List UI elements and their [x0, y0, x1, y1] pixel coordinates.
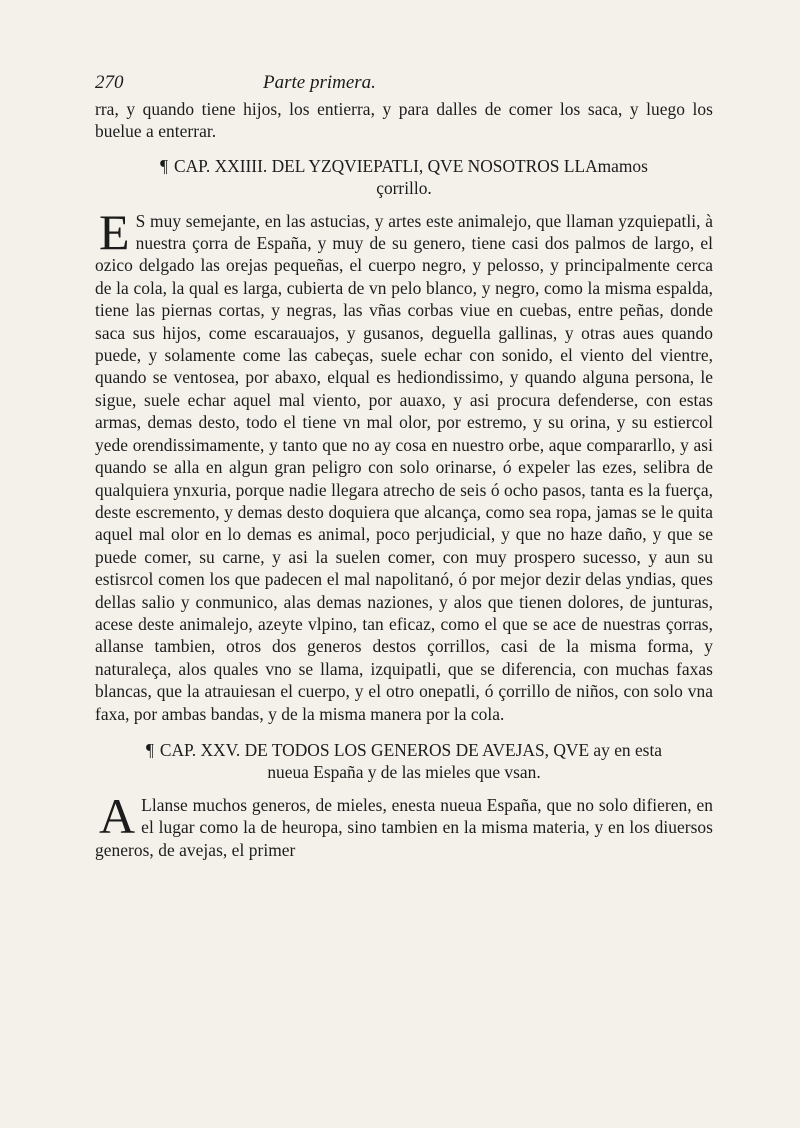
chapter-25-body — [95, 787, 713, 861]
continuation-paragraph — [95, 98, 713, 143]
chapter-24-heading — [95, 155, 713, 200]
chapter-24-text: S muy semejante, en las astucias, y artes este animalejo, que llaman yzquiepatli, à nuestra çorra de España, y muy de su genero, tiene casi dos palmos de largo, el ozico delgado las orejas pequeñas, el cuerpo negro, y pelosso, y principalmente cerca de la cola, la qual es larga, cubierta de vn pelo blanco, y negro, como la misma espalda, tiene las piernas cortas, y negras, las vñas corbas viue en cuebas, entre peñas, donde saca sus hijos, come escarauajos, y gusanos, deguella gallinas, y otras aues quando puede, y solamente come las cabeças, suele echar con sonido, el viento del vientre, quando se ventosea, por abaxo, elqual es hediondissimo, y quando alguna persona, le sigue, suele echar aquel mal viento, por auaxo, y asi procura defenderse, con estas armas, demas desto, todo el tiene vn mal olor, por estremo, y su orina, y su estiercol yede orendissimamente, y tanto que no ay cosa en nuestro orbe, aque compararllo, y asi quando se alla en algun gran peligro con solo orinarse, ó expeler las ezes, selibra de qualquiera ynxuria, porque nadie llegara atrecho de seis ó ocho pasos, tanta es la fuerça, deste escremento, y demas desto doquiera que alcança, como sea ropa, jamas se le quita aquel mal olor en lo demas es animal, poco perjudicial, y que no haze daño, y que se puede comer, su carne, y asi la suelen comer, con muy prospero sucesso, y aun su estisrcol comen los que padecen el mal napolitanó, ó por mejor dezir delas yndias, ques dellas salio y conmunico, alas demas naziones, y alos que tienen dolores, de junturas, acese deste animalejo, azeyte vlpino, tan eficaz, como el que se ace de nuestras çorras, allanse tambien, otros dos generos destos çorrillos, casi de la misma forma, y naturaleça, alos quales vno se llama, izquipatli, que se diferencia, con muchas faxas blancas, que la atrauiesan el cuerpo, y el otro onepatli, ó çorrillo de niños, con solo vna faxa, por ambas bandas, y de la misma manera por la cola. — [95, 210, 713, 724]
book-page — [95, 72, 713, 861]
drop-cap-letter: A — [99, 787, 136, 844]
chapter-24-body — [95, 203, 713, 725]
page-number: 270 — [95, 72, 124, 93]
chapter-25-heading — [95, 739, 713, 784]
chapter-25-title: CAP. XXV. DE TODOS LOS GENEROS DE AVEJAS, QVE ay en esta nueua España y de las mieles que vsan. — [159, 739, 662, 783]
pilcrow-icon: ¶ — [160, 155, 168, 176]
continuation-text: rra, y quando tiene hijos, los entierra, y para dalles de comer los saca, y luego los buelue a enterrar. — [95, 99, 713, 142]
running-title: Parte primera. — [263, 72, 376, 93]
drop-cap-letter: E — [99, 203, 130, 260]
pilcrow-icon: ¶ — [146, 739, 154, 760]
chapter-24-title: CAP. XXIIII. DEL YZQVIEPATLI, QVE NOSOTROS LLAmamos çorrillo. — [174, 155, 648, 199]
running-header — [95, 72, 713, 98]
chapter-25-text: Llanse muchos generos, de mieles, enesta nueua España, que no solo difieren, en el lugar como la de heuropa, sino tambien en la misma materia, y en los diuersos generos, de avejas, el primer — [95, 794, 713, 860]
